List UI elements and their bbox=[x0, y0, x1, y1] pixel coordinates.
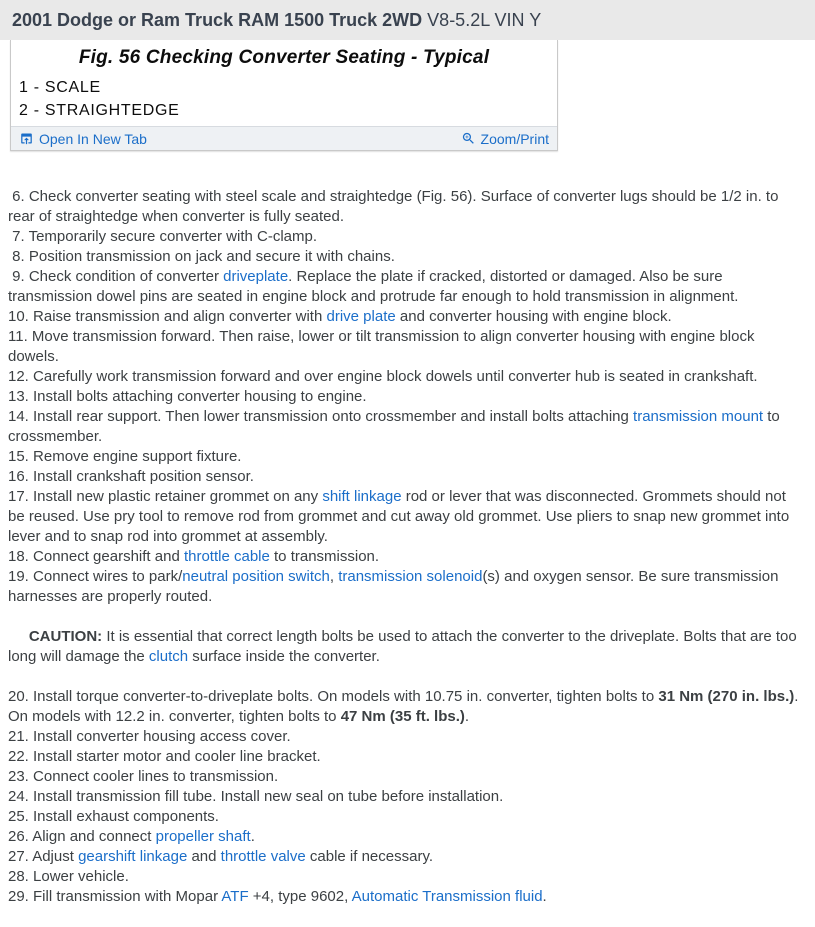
body-text: (s) and oxygen sensor. Be sure transmission harnesses are properly routed. bbox=[8, 568, 783, 605]
body-text: 18. Connect gearshift and bbox=[8, 548, 184, 565]
step-23-paragraph bbox=[8, 767, 805, 787]
step-12-paragraph bbox=[8, 367, 805, 387]
body-text: 27. Adjust bbox=[8, 848, 79, 865]
inline-link[interactable]: propeller shaft bbox=[155, 828, 251, 845]
figure-card bbox=[10, 40, 558, 151]
body-text: 11. Move transmission forward. Then raise, lower or tilt transmission to align converter housing with engine block dowels. bbox=[8, 328, 759, 365]
step-15-paragraph bbox=[8, 447, 805, 467]
figure-caption: Fig. 56 Checking Converter Seating - Typical bbox=[78, 47, 490, 68]
inline-link[interactable]: clutch bbox=[148, 648, 189, 665]
body-text: 22. Install starter motor and cooler line bracket. bbox=[8, 748, 321, 765]
step-16-paragraph bbox=[8, 467, 805, 487]
body-text: 16. Install crankshaft position sensor. bbox=[8, 468, 254, 485]
open-in-new-tab-icon bbox=[19, 131, 34, 146]
body-text: and converter housing with engine block. bbox=[395, 308, 672, 325]
body-text: 14. Install rear support. Then lower transmission onto crossmember and install bolts attaching bbox=[8, 408, 634, 425]
step-22-paragraph bbox=[8, 747, 805, 767]
body-text: 7. Temporarily secure converter with C-clamp. bbox=[8, 228, 317, 245]
step-29-paragraph bbox=[8, 887, 805, 907]
body-text: 15. Remove engine support fixture. bbox=[8, 448, 242, 465]
body-text: . bbox=[464, 708, 470, 725]
body-text: 25. Install exhaust components. bbox=[8, 808, 219, 825]
step-18-paragraph bbox=[8, 547, 805, 567]
step-11-paragraph bbox=[8, 327, 805, 367]
body-text: +4, type 9602, bbox=[248, 888, 352, 905]
inline-link[interactable]: neutral position switch bbox=[182, 568, 330, 585]
zoom-print-label: Zoom/Print bbox=[480, 130, 549, 147]
caution-paragraph bbox=[8, 627, 805, 667]
body-text: cable if necessary. bbox=[305, 848, 433, 865]
zoom-in-icon bbox=[461, 131, 476, 146]
step-21-paragraph bbox=[8, 727, 805, 747]
bold-text: 47 Nm (35 ft. lbs.) bbox=[340, 708, 465, 725]
inline-link[interactable]: throttle cable bbox=[183, 548, 270, 565]
body-text: 8. Position transmission on jack and secure it with chains. bbox=[8, 248, 395, 265]
figure-image-area bbox=[11, 40, 557, 126]
body-text: . bbox=[250, 828, 255, 845]
bold-text: 31 Nm (270 in. lbs.) bbox=[658, 688, 795, 705]
step-10-paragraph bbox=[8, 307, 805, 327]
step-19-paragraph bbox=[8, 567, 805, 607]
step-6-paragraph bbox=[8, 187, 805, 227]
body-text: surface inside the converter. bbox=[188, 648, 380, 665]
vehicle-title: 2001 Dodge or Ram Truck RAM 1500 Truck 2WD bbox=[12, 9, 423, 30]
vehicle-engine: V8-5.2L VIN Y bbox=[427, 9, 542, 30]
figure-label-2: 2 - STRAIGHTEDGE bbox=[19, 102, 180, 119]
body-text: . On models with 12.2 in. converter, tighten bolts to bbox=[8, 688, 803, 725]
inline-link[interactable]: drive plate bbox=[326, 308, 396, 325]
step-28-paragraph bbox=[8, 867, 805, 887]
step-13-paragraph bbox=[8, 387, 805, 407]
bold-text: CAUTION: bbox=[28, 628, 103, 645]
figure-label-1: 1 - SCALE bbox=[19, 79, 101, 96]
body-text: rod or lever that was disconnected. Grommets should not be reused. Use pry tool to remove rod from grommet and cut away old grommet. Use pliers to snap new grommet into lever and to snap rod into grommet at assembly. bbox=[8, 488, 794, 545]
body-text bbox=[8, 628, 29, 645]
page-header bbox=[0, 0, 815, 40]
step-27-paragraph bbox=[8, 847, 805, 867]
body-text: , bbox=[329, 568, 339, 585]
step-14-paragraph bbox=[8, 407, 805, 447]
body-text: to crossmember. bbox=[8, 408, 784, 445]
body-text: 6. Check converter seating with steel scale and straightedge (Fig. 56). Surface of converter lugs should be 1/2 in. to rear of straightedge when converter is fully seated. bbox=[8, 188, 783, 225]
step-9-paragraph bbox=[8, 267, 805, 307]
open-in-new-tab-label: Open In New Tab bbox=[39, 130, 147, 147]
article-body bbox=[0, 151, 815, 927]
step-24-paragraph bbox=[8, 787, 805, 807]
figure-toolbar bbox=[11, 126, 557, 150]
body-text: 9. Check condition of converter bbox=[8, 268, 224, 285]
step-20-paragraph bbox=[8, 687, 805, 727]
inline-link[interactable]: shift linkage bbox=[322, 488, 402, 505]
inline-link[interactable]: transmission solenoid bbox=[338, 568, 483, 585]
inline-link[interactable]: driveplate bbox=[223, 268, 289, 285]
body-text: 26. Align and connect bbox=[8, 828, 156, 845]
body-text: 10. Raise transmission and align converter with bbox=[8, 308, 327, 325]
body-text: 13. Install bolts attaching converter housing to engine. bbox=[8, 388, 367, 405]
inline-link[interactable]: ATF bbox=[221, 888, 249, 905]
open-in-new-tab-link[interactable] bbox=[19, 131, 147, 147]
body-text: It is essential that correct length bolts be used to attach the converter to the driveplate. Bolts that are too long will damage the bbox=[8, 628, 801, 665]
body-text: to transmission. bbox=[269, 548, 380, 565]
step-17-paragraph bbox=[8, 487, 805, 547]
step-8-paragraph bbox=[8, 247, 805, 267]
body-text: 20. Install torque converter-to-driveplate bolts. On models with 10.75 in. converter, tighten bolts to bbox=[8, 688, 659, 705]
body-text: 19. Connect wires to park/ bbox=[8, 568, 183, 585]
body-text: 21. Install converter housing access cover. bbox=[8, 728, 291, 745]
inline-link[interactable]: Automatic Transmission fluid bbox=[351, 888, 543, 905]
body-text: . bbox=[542, 888, 547, 905]
step-25-paragraph bbox=[8, 807, 805, 827]
step-7-paragraph bbox=[8, 227, 805, 247]
body-text: 17. Install new plastic retainer grommet on any bbox=[8, 488, 323, 505]
body-text: and bbox=[187, 848, 221, 865]
body-text: 24. Install transmission fill tube. Install new seal on tube before installation. bbox=[8, 788, 504, 805]
step-26-paragraph bbox=[8, 827, 805, 847]
inline-link[interactable]: gearshift linkage bbox=[78, 848, 188, 865]
zoom-print-link[interactable] bbox=[461, 131, 549, 147]
inline-link[interactable]: transmission mount bbox=[633, 408, 764, 425]
body-text: 12. Carefully work transmission forward and over engine block dowels until converter hub is seated in crankshaft. bbox=[8, 368, 758, 385]
body-text: 28. Lower vehicle. bbox=[8, 868, 129, 885]
body-text: 23. Connect cooler lines to transmission. bbox=[8, 768, 279, 785]
inline-link[interactable]: throttle valve bbox=[220, 848, 306, 865]
body-text: . Replace the plate if cracked, distorted or damaged. Also be sure transmission dowel pins are seated in engine block and protrude far enough to hold transmission in alignment. bbox=[8, 268, 739, 305]
body-text: 29. Fill transmission with Mopar bbox=[8, 888, 222, 905]
